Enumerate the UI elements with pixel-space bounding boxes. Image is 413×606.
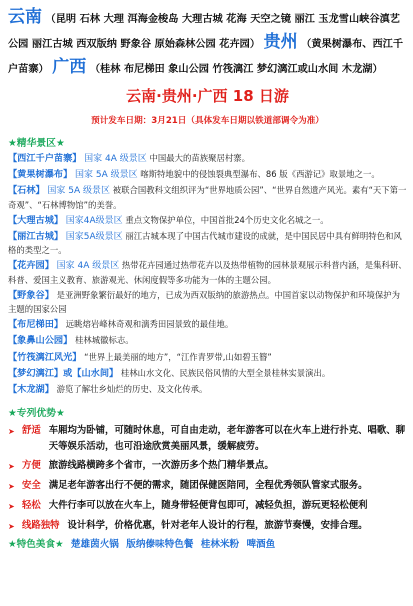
spot-name: 【花卉园】 — [8, 260, 54, 272]
spot-item — [8, 289, 407, 316]
advantage-item — [8, 518, 407, 535]
spot-desc: 远眺熔岩峰林奇观和漓秀田园景致的最佳地。 — [65, 319, 234, 330]
advantage-text: 车厢均为卧铺，可随时休息，可自由走动，老年游客可以在火车上进行扑克、唱歌、聊天等娱乐活动，也可沿途欣赏美丽风景，缓解疲劳。 — [48, 425, 406, 453]
advantage-text: 旅游线路横跨多个省市，一次游历多个热门精华景点。 — [48, 460, 274, 472]
spot-desc: 热带花卉园通过热带花卉以及热带植物的园林景观展示科普内涵，是集科研、科普、爱国主义教育、旅游观光、休闲度假等多功能为一体的主题公园。 — [8, 260, 407, 285]
flyer — [8, 6, 407, 552]
spot-desc: 喀斯特地貌中的侵蚀裂典型瀑布、86 版《西游记》取景地之一。 — [140, 169, 380, 180]
spot-name: 【布尼梯田】 — [8, 319, 64, 331]
advantage-text: 设计科学，价格优惠，针对老年人设计的行程，旅游节奏慢，安排合理。 — [67, 520, 368, 532]
spot-item — [8, 230, 407, 257]
spot-level: 国家 5A 级景区 — [47, 186, 111, 197]
highlights-heading: ★精华景区★ — [8, 138, 65, 149]
spot-desc: 被联合国教科文组织评为“世界地质公园”、“世界自然遗产风光。素有“天下第一奇观”、“石林博物馆”的美誉。 — [8, 185, 407, 210]
spot-name: 【象鼻山公园】 — [8, 335, 73, 347]
spot-desc: 重点文物保护单位，中国首批24个历史文化名城之一。 — [125, 214, 329, 225]
spot-name: 【西江千户苗寨】 — [8, 153, 82, 164]
food-heading: ★特色美食★ — [8, 539, 64, 551]
advantage-text: 满足老年游客出行不便的需求，随团保健医陪同，全程优秀领队管家式服务。 — [48, 480, 368, 492]
spot-name: 【梦幻漓江】或【山水间】 — [8, 367, 119, 379]
spot-desc: “世界上最美丽的地方”，“江作青罗带,山如碧玉簪” — [84, 351, 272, 362]
spot-item — [8, 259, 407, 286]
yunnan-sites: （昆明 石林 大理 洱海金梭岛 大理古城 花海 天空之镜 丽江 玉龙雪山峡谷滇艺公园 丽江古城 西双版纳 野象谷 原始森林公园 花卉园） — [8, 14, 400, 50]
advantage-key: 线路独特 — [22, 520, 60, 532]
province-guizhou: 贵州 — [263, 32, 298, 52]
province-yunnan: 云南 — [8, 7, 42, 27]
food-row — [8, 538, 407, 552]
advantage-item — [8, 478, 407, 495]
advantage-key: 舒适 — [22, 425, 41, 437]
spot-item — [8, 184, 407, 211]
spot-desc: 中国最大的苗族聚居村寨。 — [149, 153, 250, 163]
spot-desc: 是亚洲野象繁衍最好的地方，已成为西双版纳的旅游热点。中国首家以动物保护和环境保护为主题的国家公园 — [8, 289, 400, 315]
province-guangxi: 广西 — [52, 57, 87, 77]
spot-name: 【大理古城】 — [8, 214, 64, 226]
spot-desc: 桂林山水文化、民族民俗风情的大型全景桂林实景演出。 — [120, 367, 331, 378]
spot-name: 【木龙湖】 — [8, 384, 54, 396]
spot-name: 【野象谷】 — [8, 289, 54, 301]
spot-item — [8, 351, 407, 365]
arrow-bullet-icon: ➤ — [8, 482, 15, 492]
spot-name: 【黄果树瀑布】 — [8, 169, 73, 181]
spot-item — [8, 168, 407, 182]
arrow-bullet-icon: ➤ — [8, 502, 15, 512]
guizhou-sites: （黄果树瀑布、西江千户苗寨） — [8, 39, 404, 75]
advantage-item — [8, 423, 407, 455]
advantage-item — [8, 498, 407, 515]
advantage-key: 安全 — [22, 480, 41, 492]
spot-item — [8, 334, 407, 348]
arrow-bullet-icon: ➤ — [8, 522, 15, 532]
spot-level: 国家 4A 级景区 — [84, 154, 147, 164]
spot-name: 【丽江古城】 — [8, 231, 64, 243]
spot-desc: 桂林城徽标志。 — [74, 335, 134, 346]
departure-date: 预计发车日期：3月21日（具体发车日期以铁道部调令为准） — [91, 116, 324, 126]
advantage-key: 轻松 — [22, 500, 41, 512]
route-intro — [8, 6, 407, 81]
spot-level: 国家 4A 级景区 — [56, 261, 120, 272]
spot-item — [8, 318, 407, 332]
spot-desc: 丽江古城本现了中国古代城市建设的成就，是中国民居中具有鲜明特色和风格的类型之一。 — [8, 231, 402, 256]
spot-item — [8, 367, 407, 381]
guangxi-sites: （桂林 布尼梯田 象山公园 竹筏漓江 梦幻漓江或山水间 木龙湖） — [89, 64, 383, 75]
spot-name: 【竹筏漓江风光】 — [8, 351, 82, 363]
spot-item — [8, 214, 407, 228]
food-items: 楚雄茵火锅 版纳傣味特色餐 桂林米粉 啤酒鱼 — [70, 539, 276, 551]
spot-level: 国家5A级景区 — [65, 232, 123, 243]
advantages-heading: ★专列优势★ — [8, 408, 65, 420]
tour-title: 云南·贵州·广西 18 日游 — [126, 87, 289, 105]
advantages-list — [8, 423, 407, 535]
spot-item — [8, 383, 407, 397]
advantage-text: 大件行李可以放在火车上，随身带轻便背包即可，减轻负担，游玩更轻松便利 — [48, 500, 368, 512]
arrow-bullet-icon: ➤ — [8, 462, 15, 472]
spot-level: 国家 5A 级景区 — [74, 170, 138, 181]
arrow-bullet-icon: ➤ — [8, 427, 15, 437]
spot-desc: 游览了解壮乡灿烂的历史、及文化传承。 — [56, 384, 208, 395]
spots-list — [8, 152, 407, 397]
spot-level: 国家4A级景区 — [65, 215, 123, 226]
spot-name: 【石林】 — [8, 185, 45, 197]
spot-item — [8, 152, 407, 166]
advantage-key: 方便 — [22, 460, 41, 472]
advantage-item — [8, 458, 407, 475]
